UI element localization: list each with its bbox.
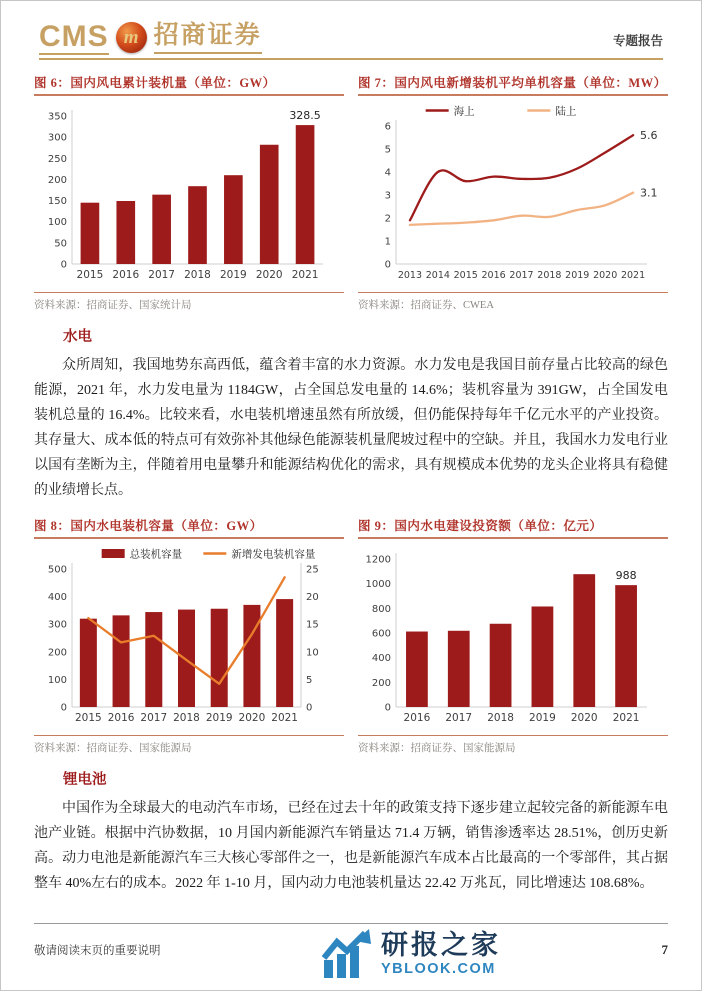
- figure-6-chart: [34, 98, 344, 292]
- svg-text:400: 400: [371, 652, 391, 664]
- svg-text:350: 350: [47, 111, 67, 122]
- cms-brand-logo: [39, 21, 262, 55]
- svg-text:6: 6: [384, 121, 391, 132]
- figure-6-title: 图 6：国内风电累计装机量（单位：GW）: [34, 73, 344, 96]
- figure-8-chart: [34, 541, 344, 735]
- yblook-site: YBLOOK.COM: [381, 960, 496, 977]
- figure-7-title: 图 7：国内风电新增装机平均单机容量（单位：MW）: [358, 73, 668, 96]
- svg-text:15: 15: [306, 619, 319, 631]
- svg-text:10: 10: [306, 646, 319, 658]
- svg-text:328.5: 328.5: [289, 108, 321, 122]
- svg-text:250: 250: [47, 153, 67, 165]
- svg-text:0: 0: [384, 259, 391, 270]
- svg-text:海上: 海上: [453, 105, 475, 117]
- section-hydro: [34, 325, 668, 503]
- lithium-paragraph: 中国作为全球最大的电动汽车市场，已经在过去十年的政策支持下逐步建立起较完备的新能源车电池产业链。根据中汽协数据，10 月国内新能源汽车销量达 71.4 万辆，销售渗透率达 28.51%，创历史新高。动力电池是新能源汽车三大核心零部件之一，也是新能源汽车成本占比最高的一个零部件，其占据整车 40%左右的成本。2022 年 1-10 月，国内动力电池装机量达 22.42 万兆瓦，同比增速达 108.68%。: [34, 800, 668, 891]
- svg-text:2019: 2019: [529, 711, 556, 724]
- svg-text:2020: 2020: [255, 268, 283, 281]
- yblook-watermark: [321, 928, 501, 980]
- svg-text:2017: 2017: [509, 269, 534, 281]
- figure-row-hydro: [34, 516, 668, 755]
- svg-text:5.6: 5.6: [640, 128, 658, 142]
- svg-text:2019: 2019: [565, 269, 590, 281]
- svg-text:50: 50: [54, 237, 67, 249]
- svg-text:4: 4: [384, 167, 391, 178]
- figure-8-source: 资料来源：招商证券、国家能源局: [34, 735, 344, 755]
- svg-text:800: 800: [371, 603, 391, 615]
- svg-text:陆上: 陆上: [555, 105, 577, 117]
- footer-disclaimer: 敬请阅读末页的重要说明: [34, 945, 161, 957]
- svg-text:新增发电装机容量: 新增发电装机容量: [231, 548, 316, 560]
- svg-text:1200: 1200: [365, 554, 391, 565]
- svg-text:25: 25: [306, 564, 319, 575]
- page-number: 7: [661, 942, 668, 957]
- svg-text:2015: 2015: [453, 269, 478, 281]
- svg-text:2015: 2015: [76, 268, 104, 281]
- cms-logo-text: CMS: [39, 20, 109, 53]
- svg-text:2016: 2016: [112, 268, 140, 281]
- figure-9-chart: [358, 541, 668, 735]
- svg-text:2016: 2016: [107, 711, 135, 724]
- svg-text:2016: 2016: [481, 269, 506, 281]
- svg-text:988: 988: [615, 568, 637, 582]
- svg-text:2016: 2016: [403, 711, 431, 724]
- section-lithium: [34, 768, 668, 896]
- svg-text:5: 5: [306, 674, 313, 686]
- figure-9-source: 资料来源：招商证券、国家能源局: [358, 735, 668, 755]
- svg-text:200: 200: [47, 174, 67, 186]
- svg-text:2013: 2013: [397, 269, 423, 281]
- hydro-paragraph: 众所周知，我国地势东高西低，蕴含着丰富的水力资源。水力发电是我国目前存量占比较高的绿色能源，2021 年，水力发电量为 1184GW，占全国总发电量的 14.6%；装机容量为 391GW，占全国发电装机总量的 16.4%。比较来看，水电装机增速虽然有所放缓，但仍能保持每年千亿元水平的产业投资。其存量大、成本低的特点可有效弥补其他绿色能源装机量爬坡过程中的空缺。并且，我国水力发电行业以国有垄断为主，伴随着用电量攀升和能源结构优化的需求，具有规模成本优势的龙头企业将具有稳健的业绩增长点。: [34, 357, 668, 498]
- svg-text:100: 100: [47, 674, 67, 686]
- svg-text:600: 600: [371, 628, 391, 639]
- svg-text:0: 0: [60, 259, 67, 270]
- report-type-label: 专题报告: [612, 33, 663, 48]
- figure-8-title: 图 8：国内水电装机容量（单位：GW）: [34, 516, 344, 539]
- svg-text:3: 3: [384, 190, 391, 201]
- svg-text:300: 300: [47, 619, 67, 631]
- svg-text:2020: 2020: [570, 711, 598, 724]
- svg-text:2015: 2015: [74, 711, 102, 724]
- figure-6-source: 资料来源：招商证券、国家统计局: [34, 292, 344, 312]
- svg-text:2019: 2019: [205, 711, 233, 724]
- figure-6: [34, 73, 344, 312]
- svg-text:300: 300: [47, 132, 67, 144]
- svg-text:2017: 2017: [148, 268, 176, 281]
- svg-text:2018: 2018: [173, 711, 200, 724]
- svg-text:200: 200: [371, 677, 391, 689]
- svg-text:1000: 1000: [365, 578, 391, 590]
- page-footer: [34, 923, 668, 980]
- svg-text:2020: 2020: [238, 711, 266, 724]
- svg-text:0: 0: [60, 702, 67, 713]
- svg-text:总装机容量: 总装机容量: [129, 548, 183, 560]
- svg-text:2018: 2018: [487, 711, 514, 724]
- svg-text:400: 400: [47, 591, 67, 603]
- svg-text:0: 0: [384, 702, 391, 713]
- svg-text:2014: 2014: [425, 269, 450, 281]
- figure-7-chart: [358, 98, 668, 292]
- svg-text:20: 20: [306, 591, 319, 603]
- figure-7: [358, 73, 668, 312]
- figure-9-title: 图 9：国内水电建设投资额（单位：亿元）: [358, 516, 668, 539]
- svg-text:1: 1: [384, 236, 391, 247]
- svg-text:2018: 2018: [537, 269, 562, 281]
- svg-text:2017: 2017: [445, 711, 473, 724]
- svg-text:2021: 2021: [291, 268, 319, 281]
- lithium-heading: 锂电池: [63, 771, 107, 788]
- brand-name-cn: 招商证券: [154, 22, 262, 54]
- figure-row-wind: [34, 73, 668, 312]
- figure-9: [358, 516, 668, 755]
- svg-text:5: 5: [384, 144, 391, 155]
- svg-text:2017: 2017: [140, 711, 168, 724]
- svg-text:2: 2: [384, 213, 391, 224]
- figure-8: [34, 516, 344, 755]
- svg-text:2019: 2019: [219, 268, 247, 281]
- hydro-heading: 水电: [63, 328, 92, 345]
- yblook-logo-icon: [321, 928, 373, 980]
- yblook-name: 研报之家: [381, 930, 501, 961]
- svg-text:500: 500: [47, 564, 67, 575]
- page-header: [34, 21, 668, 55]
- svg-text:150: 150: [47, 195, 67, 207]
- svg-text:2018: 2018: [184, 268, 211, 281]
- cms-logo-icon: m: [116, 22, 147, 53]
- svg-text:100: 100: [47, 216, 67, 228]
- svg-text:2021: 2021: [271, 711, 299, 724]
- svg-text:200: 200: [47, 646, 67, 658]
- svg-text:3.1: 3.1: [640, 186, 658, 200]
- svg-text:2021: 2021: [620, 269, 646, 281]
- svg-text:2021: 2021: [612, 711, 640, 724]
- figure-7-source: 资料来源：招商证券、CWEA: [358, 292, 668, 312]
- svg-text:0: 0: [306, 702, 313, 713]
- header-divider: [39, 58, 663, 60]
- svg-text:2020: 2020: [593, 269, 618, 281]
